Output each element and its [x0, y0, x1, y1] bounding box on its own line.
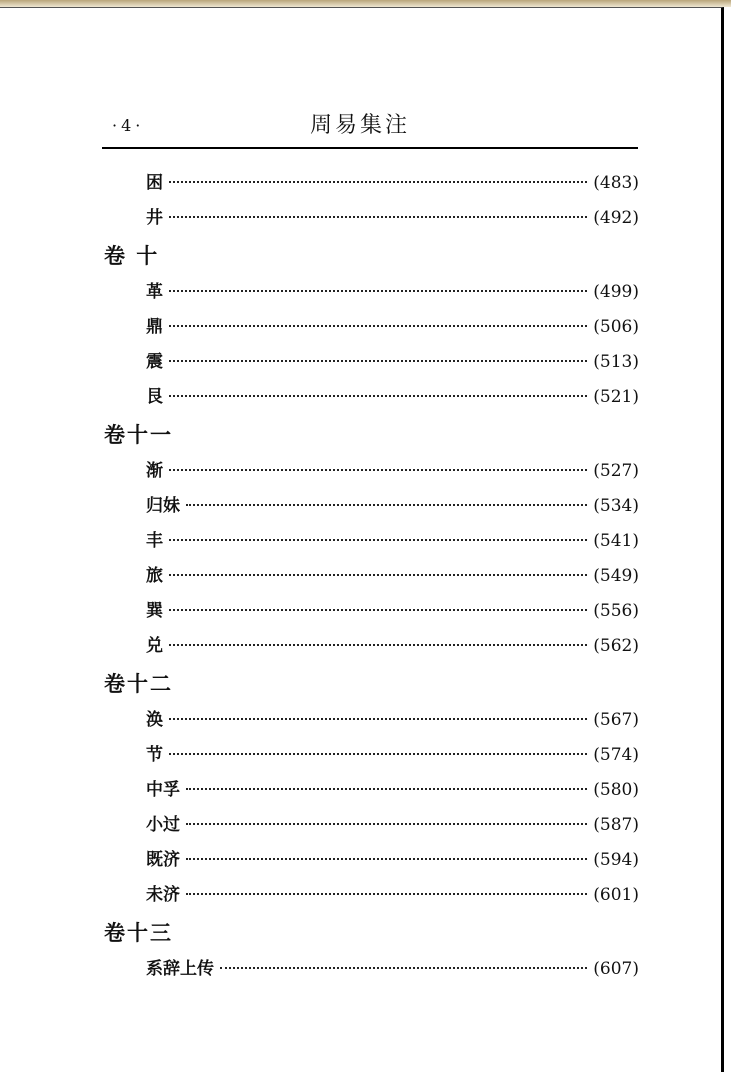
toc-entry-line [146, 380, 639, 415]
dot-leader [186, 893, 587, 895]
entry-page-number: (521) [593, 387, 639, 407]
toc-entry[interactable] [0, 594, 721, 629]
toc-entry-line [146, 843, 639, 878]
toc-volume-heading [0, 415, 721, 454]
dot-leader [169, 290, 587, 292]
toc-entry-line [146, 559, 639, 594]
entry-title: 困 [146, 173, 163, 193]
volume-label: 卷十一 [104, 422, 173, 447]
dot-leader [169, 718, 587, 720]
entry-title: 丰 [146, 531, 163, 551]
entry-title: 系辞上传 [146, 959, 214, 979]
toc-entry-line [146, 808, 639, 843]
toc-entry-line [146, 594, 639, 629]
entry-title: 鼎 [146, 317, 163, 337]
toc-entry[interactable] [0, 201, 721, 236]
toc-entry-line [146, 703, 639, 738]
entry-page-number: (601) [593, 885, 639, 905]
dot-leader [169, 216, 587, 218]
dot-leader [169, 360, 587, 362]
toc-entry-line [146, 345, 639, 380]
entry-page-number: (549) [593, 566, 639, 586]
entry-title: 中孚 [146, 780, 180, 800]
entry-page-number: (492) [593, 208, 639, 228]
page-title: 周易集注 [310, 113, 411, 138]
entry-page-number: (534) [593, 496, 639, 516]
entry-page-number: (541) [593, 531, 639, 551]
toc-entry-line [146, 773, 639, 808]
scan-top-edge [0, 0, 731, 7]
dot-leader [186, 504, 587, 506]
toc-entry-line [146, 489, 639, 524]
toc-entry[interactable] [0, 773, 721, 808]
toc-entry[interactable] [0, 275, 721, 310]
toc-entry[interactable] [0, 166, 721, 201]
dot-leader [169, 395, 587, 397]
table-of-contents [0, 166, 721, 987]
toc-entry[interactable] [0, 952, 721, 987]
toc-entry[interactable] [0, 738, 721, 773]
toc-entry-line [146, 201, 639, 236]
document-page [0, 7, 724, 1072]
dot-leader [169, 325, 587, 327]
toc-entry[interactable] [0, 454, 721, 489]
dot-leader [186, 788, 587, 790]
volume-label: 卷十三 [104, 920, 173, 945]
entry-page-number: (527) [593, 461, 639, 481]
dot-leader [186, 858, 587, 860]
entry-page-number: (587) [593, 815, 639, 835]
entry-title: 旅 [146, 566, 163, 586]
dot-leader [220, 967, 587, 969]
toc-entry-line [146, 878, 639, 913]
dot-leader [169, 609, 587, 611]
toc-entry-line [146, 454, 639, 489]
entry-title: 归妹 [146, 496, 180, 516]
volume-label: 卷 十 [104, 243, 160, 268]
entry-title: 涣 [146, 710, 163, 730]
entry-title: 未济 [146, 885, 180, 905]
entry-page-number: (607) [593, 959, 639, 979]
entry-page-number: (483) [593, 173, 639, 193]
page-number: ·4· [112, 116, 145, 135]
dot-leader [169, 753, 587, 755]
entry-page-number: (580) [593, 780, 639, 800]
header-rule [102, 147, 638, 149]
toc-entry-line [146, 275, 639, 310]
toc-volume-heading [0, 236, 721, 275]
entry-title: 节 [146, 745, 163, 765]
toc-volume-heading [0, 913, 721, 952]
toc-entry[interactable] [0, 380, 721, 415]
dot-leader [169, 469, 587, 471]
toc-entry-line [146, 629, 639, 664]
toc-entry[interactable] [0, 808, 721, 843]
entry-page-number: (594) [593, 850, 639, 870]
toc-entry-line [146, 738, 639, 773]
toc-entry[interactable] [0, 489, 721, 524]
toc-entry-line [146, 166, 639, 201]
entry-title: 兑 [146, 636, 163, 656]
dot-leader [169, 574, 587, 576]
dot-leader [169, 539, 587, 541]
entry-title: 震 [146, 352, 163, 372]
toc-entry[interactable] [0, 703, 721, 738]
toc-entry[interactable] [0, 345, 721, 380]
entry-page-number: (513) [593, 352, 639, 372]
toc-entry[interactable] [0, 559, 721, 594]
toc-entry[interactable] [0, 524, 721, 559]
entry-title: 小过 [146, 815, 180, 835]
entry-page-number: (506) [593, 317, 639, 337]
volume-label: 卷十二 [104, 671, 173, 696]
toc-entry[interactable] [0, 310, 721, 345]
toc-entry[interactable] [0, 843, 721, 878]
entry-title: 既济 [146, 850, 180, 870]
entry-title: 革 [146, 282, 163, 302]
toc-entry-line [146, 524, 639, 559]
entry-page-number: (574) [593, 745, 639, 765]
entry-page-number: (567) [593, 710, 639, 730]
entry-page-number: (556) [593, 601, 639, 621]
dot-leader [169, 181, 587, 183]
entry-title: 巽 [146, 601, 163, 621]
toc-entry-line [146, 310, 639, 345]
entry-page-number: (562) [593, 636, 639, 656]
toc-entry[interactable] [0, 629, 721, 664]
entry-title: 渐 [146, 461, 163, 481]
toc-volume-heading [0, 664, 721, 703]
dot-leader [186, 823, 587, 825]
toc-entry-line [146, 952, 639, 987]
toc-entry[interactable] [0, 878, 721, 913]
entry-title: 艮 [146, 387, 163, 407]
entry-page-number: (499) [593, 282, 639, 302]
page-header [0, 8, 721, 148]
dot-leader [169, 644, 587, 646]
entry-title: 井 [146, 208, 163, 228]
